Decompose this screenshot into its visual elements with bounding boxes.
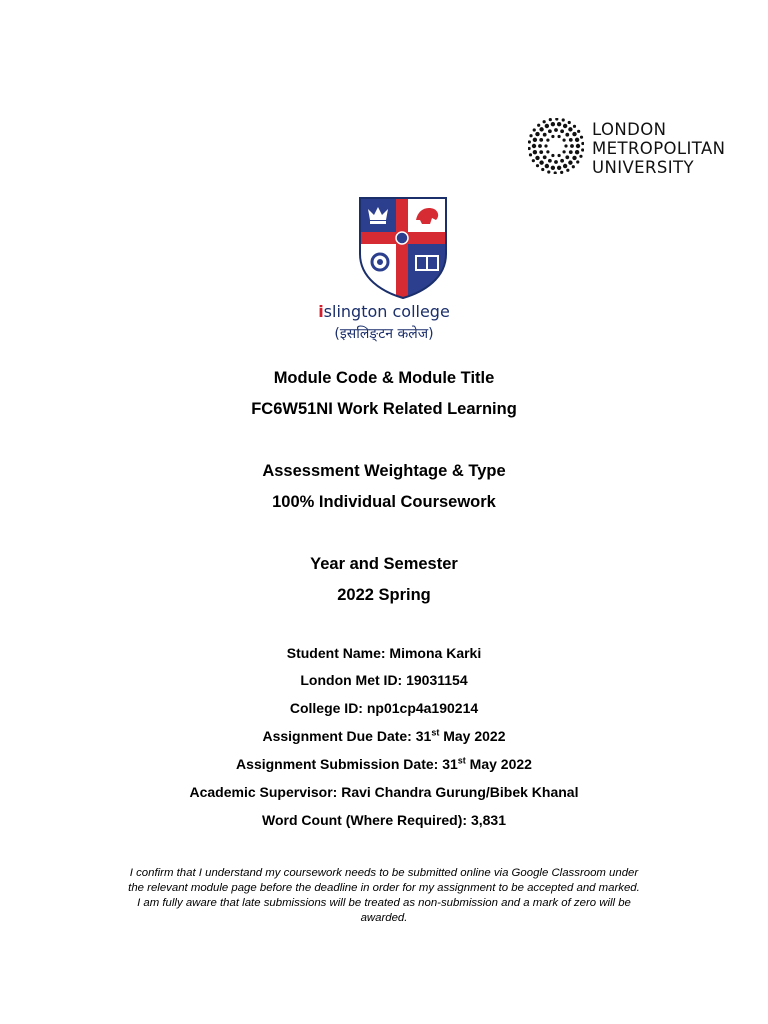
lmu-dot	[529, 134, 532, 137]
due-date	[0, 728, 768, 744]
disclaimer-line-4: awarded.	[360, 912, 408, 924]
lmu-dot	[551, 122, 555, 126]
college-name	[0, 302, 768, 321]
lmu-dot	[557, 166, 561, 170]
london-met-line-2: METROPOLITAN	[592, 139, 726, 158]
student-name: Student Name: Mimona Karki	[286, 645, 482, 661]
submission-date-sup: st	[457, 755, 466, 766]
lmu-dot	[562, 150, 565, 153]
submission-date-suffix: May 2022	[465, 756, 532, 772]
college-name-initial: i	[318, 302, 324, 321]
lmu-dot	[568, 160, 572, 164]
lmu-dot	[551, 154, 554, 157]
lmu-dot	[577, 130, 580, 133]
lmu-dot	[538, 144, 542, 148]
islington-crest-icon	[358, 196, 448, 300]
lmu-dot	[539, 138, 543, 142]
lmu-dot	[548, 129, 552, 133]
lmu-dot	[532, 159, 535, 162]
lmu-dot	[572, 156, 576, 160]
academic-supervisor: Academic Supervisor: Ravi Chandra Gurung/Bibek Khanal	[189, 784, 579, 800]
lmu-dot	[569, 138, 573, 142]
lmu-dot	[576, 144, 580, 148]
lmu-dot	[581, 142, 584, 145]
lmu-dot	[546, 150, 549, 153]
lmu-dot	[529, 153, 532, 156]
lmu-dot	[533, 138, 537, 142]
lmu-dot	[576, 160, 579, 163]
college-name-rest: slington college	[323, 302, 450, 321]
lmu-dot	[536, 164, 539, 167]
submission-disclaimer	[90, 866, 678, 926]
lmu-dot	[543, 155, 547, 159]
semester-value: 2022 Spring	[337, 586, 431, 604]
lmu-dot	[573, 125, 576, 128]
lmu-dot	[575, 150, 579, 154]
lmu-dot	[565, 133, 569, 137]
lmu-dot	[539, 127, 543, 131]
submission-date-prefix: Assignment Submission Date: 31	[236, 756, 458, 772]
islington-college-wordmark	[0, 302, 768, 343]
disclaimer-line-2: the relevant module page before the deadline in order for my assignment to be accepted and marked.	[128, 882, 640, 894]
lmu-dot	[528, 147, 531, 150]
due-date-suffix: May 2022	[439, 728, 506, 744]
lmu-dot	[572, 165, 575, 168]
lmu-dot	[554, 160, 558, 164]
lmu-dot	[549, 118, 552, 121]
lmu-dot	[563, 164, 567, 168]
lmu-dot	[533, 150, 537, 154]
lmu-dot	[543, 133, 547, 137]
assessment-value: 100% Individual Coursework	[272, 493, 496, 511]
lmu-dot	[568, 121, 571, 124]
lmu-dot	[562, 139, 565, 142]
lmu-dot	[565, 155, 569, 159]
lmu-dot	[560, 129, 564, 133]
due-date-prefix: Assignment Due Date: 31	[262, 728, 432, 744]
lmu-dot	[547, 170, 550, 173]
disclaimer-line-1: I confirm that I understand my coursework needs to be submitted online via Google Classroom under	[129, 867, 639, 879]
lmu-dot	[555, 118, 558, 121]
lmu-dot	[545, 124, 549, 128]
disclaimer-line-3: I am fully aware that late submissions will be treated as non-submission and a mark of zero will be	[137, 897, 631, 909]
lmu-dot	[560, 171, 563, 174]
lmu-dot	[539, 150, 543, 154]
lmu-dot	[533, 128, 536, 131]
london-met-line-3: UNIVERSITY	[592, 158, 694, 177]
lmu-dot	[532, 144, 536, 148]
lmu-dot	[560, 159, 564, 163]
london-met-wordmark	[592, 120, 725, 177]
assessment-heading: Assessment Weightage & Type	[262, 462, 506, 480]
semester-heading: Year and Semester	[310, 555, 458, 573]
lmu-dot	[575, 138, 579, 142]
college-id: College ID: np01cp4a190214	[289, 700, 479, 716]
lmu-dot	[568, 127, 572, 131]
module-value: FC6W51NI Work Related Learning	[251, 400, 517, 418]
college-name-devanagari: (इसलिङ्टन कलेज)	[334, 326, 434, 342]
lmu-dot	[554, 128, 558, 132]
lmu-dot	[535, 132, 539, 136]
lmu-dot	[548, 159, 552, 163]
lmu-dot	[557, 122, 561, 126]
london-met-logo	[528, 118, 758, 177]
lmu-dot	[557, 135, 560, 138]
lmu-dot	[545, 164, 549, 168]
lmu-dot	[551, 166, 555, 170]
lmu-dot	[580, 136, 583, 139]
lmu-dot	[579, 155, 582, 158]
lmu-dot	[528, 140, 531, 143]
london-met-line-1: LONDON	[592, 120, 667, 139]
london-met-dots-icon	[528, 118, 584, 174]
lmu-dot	[546, 139, 549, 142]
lmu-dot	[535, 156, 539, 160]
lmu-dot	[543, 120, 546, 123]
lmu-dot	[562, 118, 565, 121]
module-heading: Module Code & Module Title	[273, 369, 495, 387]
due-date-sup: st	[431, 727, 440, 738]
lmu-dot	[557, 154, 560, 157]
lmu-dot	[569, 150, 573, 154]
lmu-dot	[541, 168, 544, 171]
lmu-dot	[566, 169, 569, 172]
lmu-dot	[570, 144, 574, 148]
lmu-dot	[563, 124, 567, 128]
word-count: Word Count (Where Required): 3,831	[262, 812, 506, 828]
lmu-dot	[554, 171, 557, 174]
lmu-dot	[539, 160, 543, 164]
lmu-dot	[572, 132, 576, 136]
lmu-dot	[551, 135, 554, 138]
lmu-dot	[581, 148, 584, 151]
submission-date	[0, 756, 768, 772]
london-met-id: London Met ID: 19031154	[300, 672, 468, 688]
lmu-dot	[544, 144, 547, 147]
lmu-dot	[564, 144, 567, 147]
lmu-dot	[537, 124, 540, 127]
